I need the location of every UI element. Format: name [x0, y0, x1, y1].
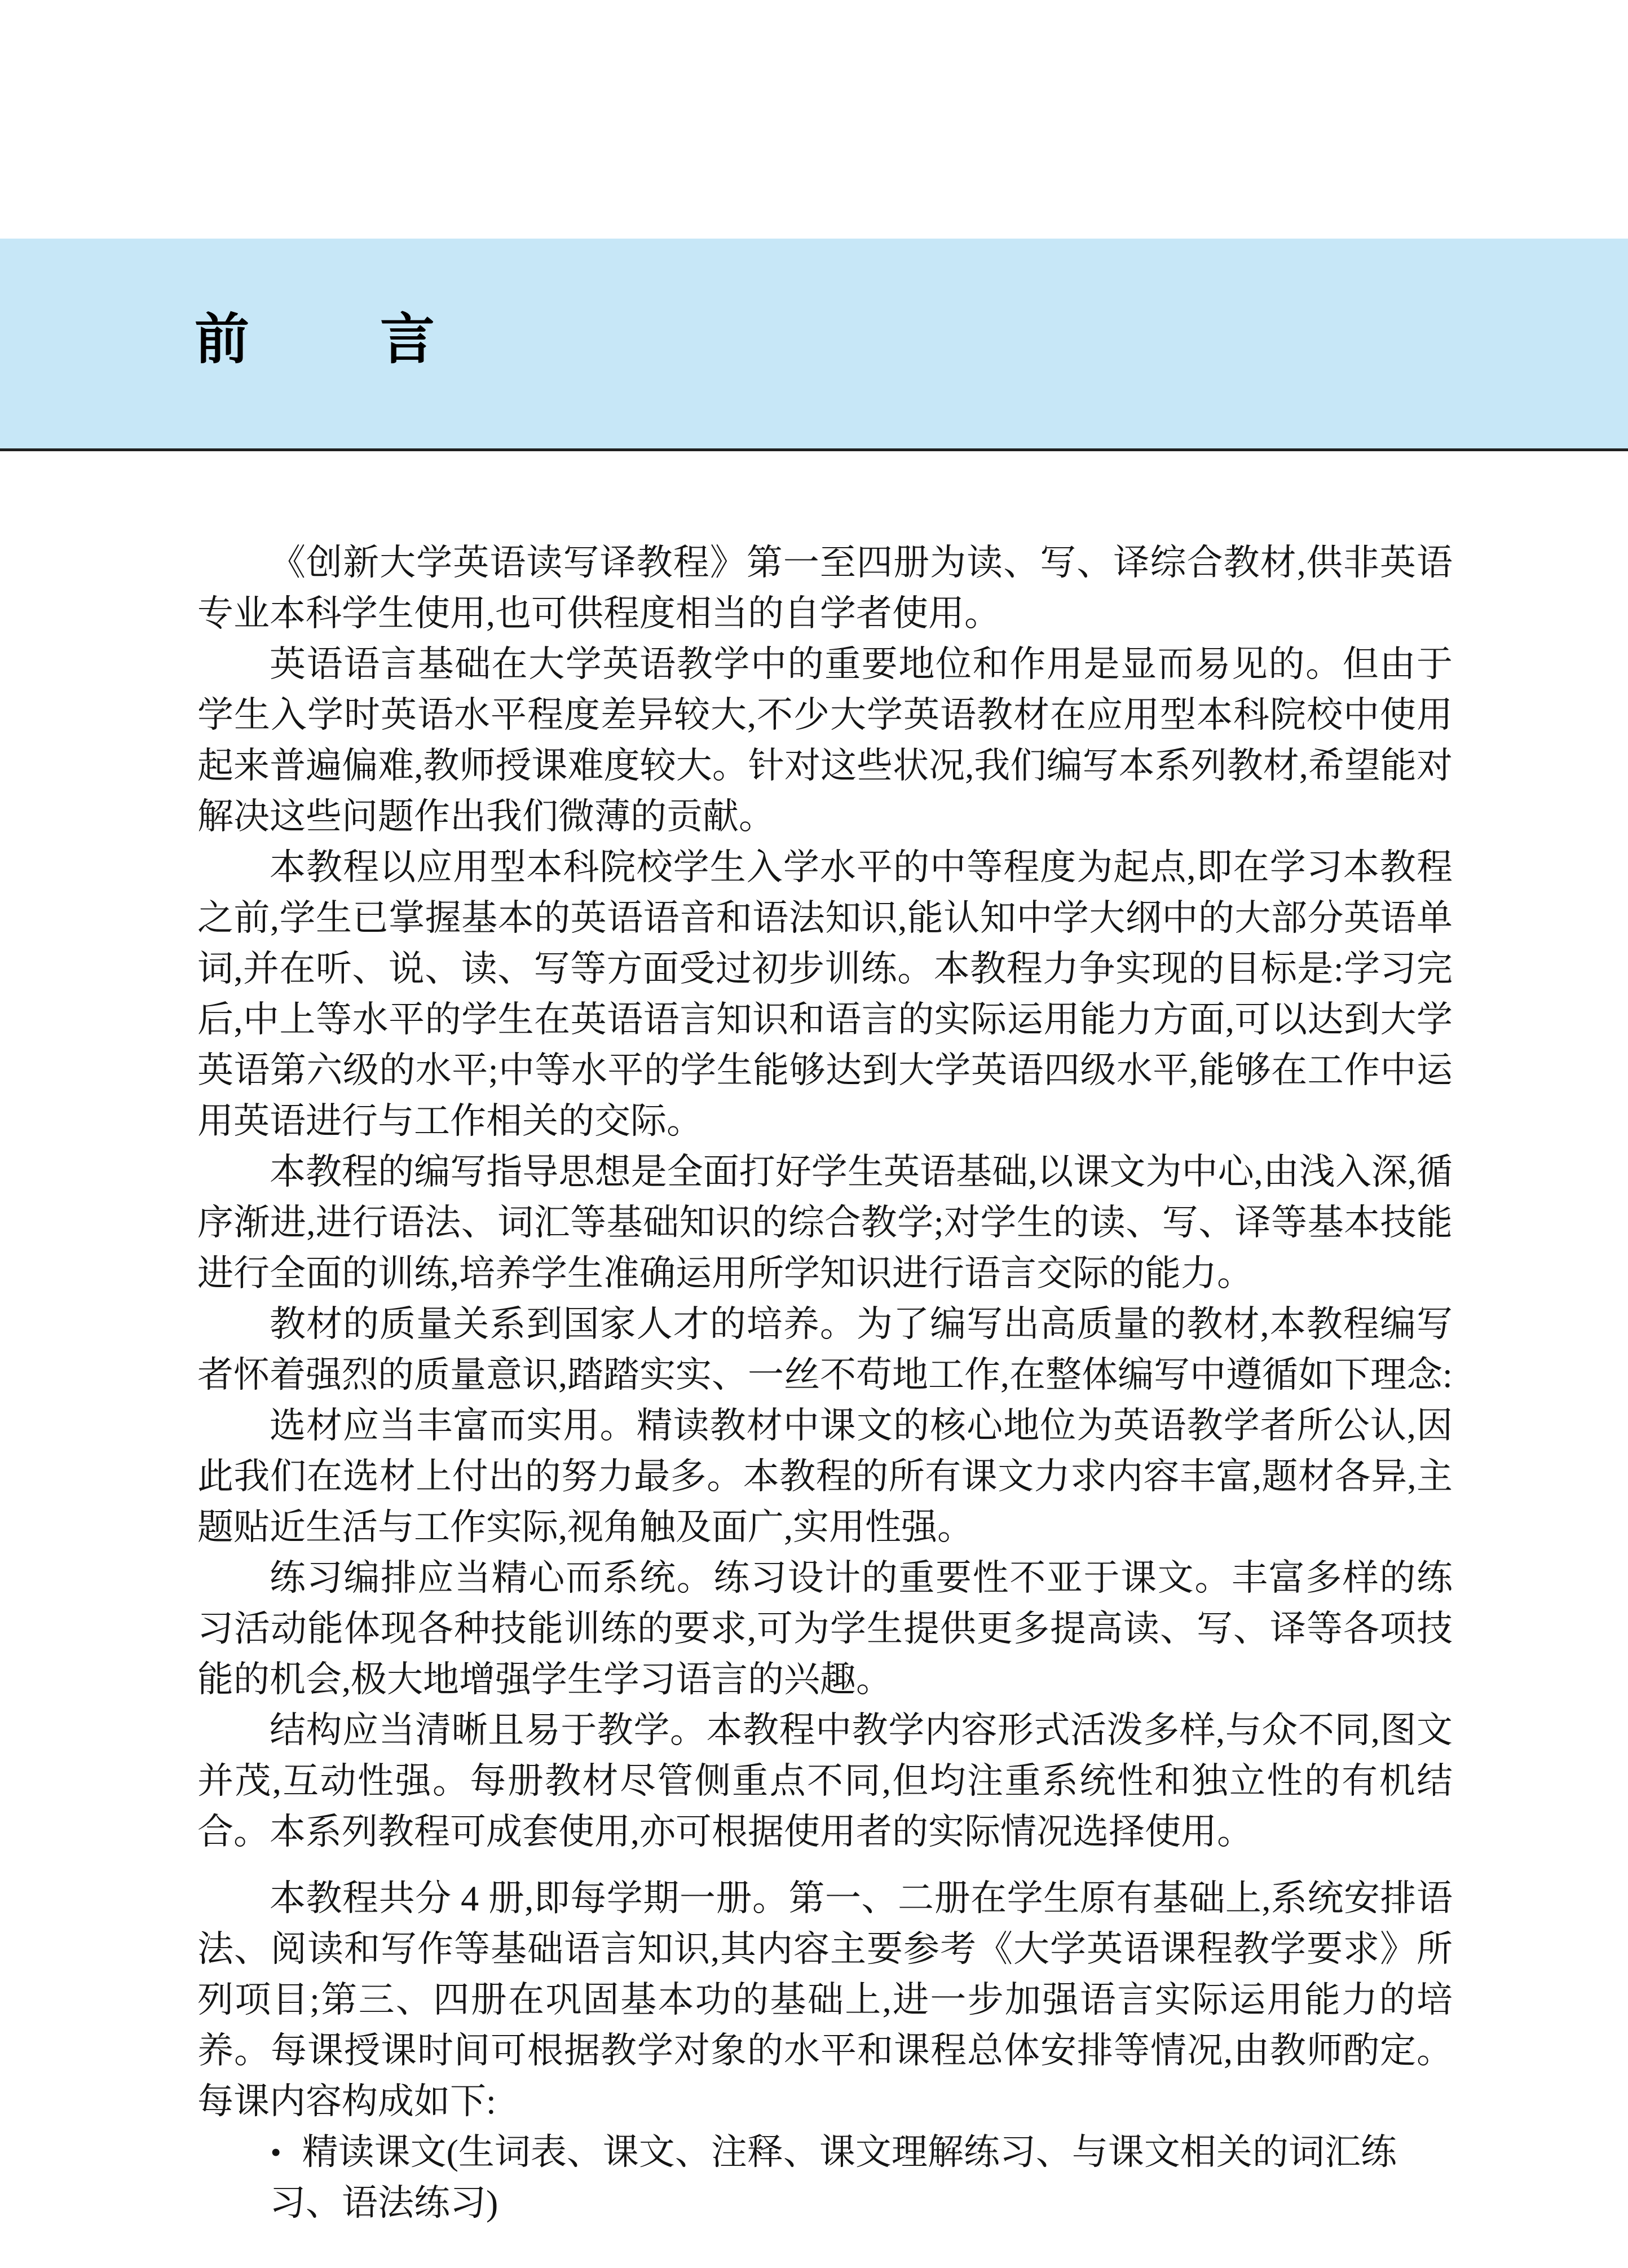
preface-paragraph: 练习编排应当精心而系统。练习设计的重要性不亚于课文。丰富多样的练习活动能体现各种技能训练的要求,可为学生提供更多提高读、写、译等各项技能的机会,极大地增强学生学习语言的兴趣。	[197, 1558, 1453, 1699]
page-title-char-2: 言	[380, 309, 435, 370]
page-title	[195, 309, 435, 370]
preface-paragraph: 《创新大学英语读写译教程》第一至四册为读、写、译综合教材,供非英语专业本科学生使用,也可供程度相当的自学者使用。	[197, 543, 1453, 633]
preface-paragraph: 英语语言基础在大学英语教学中的重要地位和作用是显而易见的。但由于学生入学时英语水平程度差异较大,不少大学英语教材在应用型本科院校中使用起来普遍偏难,教师授课难度较大。针对这些状况,我们编写本系列教材,希望能对解决这些问题作出我们微薄的贡献。	[197, 644, 1453, 836]
lesson-structure-list	[197, 2127, 1453, 2229]
preface-paragraph: 本教程共分 4 册,即每学期一册。第一、二册在学生原有基础上,系统安排语法、阅读和写作等基础语言知识,其内容主要参考《大学英语课程教学要求》所列项目;第三、四册在巩固基本功的基础上,进一步加强语言实际运用能力的培养。每课授课时间可根据教学对象的水平和课程总体安排等情况,由教师酌定。每课内容构成如下:	[197, 1878, 1453, 2121]
preface-paragraph: 选材应当丰富而实用。精读教材中课文的核心地位为英语教学者所公认,因此我们在选材上付出的努力最多。本教程的所有课文力求内容丰富,题材各异,主题贴近生活与工作实际,视角触及面广,实用性强。	[197, 1406, 1453, 1547]
preface-paragraph: 教材的质量关系到国家人才的培养。为了编写出高质量的教材,本教程编写者怀着强烈的质量意识,踏踏实实、一丝不苟地工作,在整体编写中遵循如下理念:	[197, 1304, 1453, 1395]
title-banner	[0, 239, 1628, 451]
preface-paragraph: 本教程以应用型本科院校学生入学水平的中等程度为起点,即在学习本教程之前,学生已掌握基本的英语语音和语法知识,能认知中学大纲中的大部分英语单词,并在听、说、读、写等方面受过初步训练。本教程力争实现的目标是:学习完后,中上等水平的学生在英语语言知识和语言的实际运用能力方面,可以达到大学英语第六级的水平;中等水平的学生能够达到大学英语四级水平,能够在工作中运用英语进行与工作相关的交际。	[197, 847, 1453, 1141]
list-item-text: 精读课文(生词表、课文、注释、课文理解练习、与课文相关的词汇练习、语法练习)	[270, 2132, 1397, 2223]
list-item	[197, 2127, 1453, 2229]
preface-body	[197, 538, 1453, 2229]
preface-paragraph: 本教程的编写指导思想是全面打好学生英语基础,以课文为中心,由浅入深,循序渐进,进行语法、词汇等基础知识的综合教学;对学生的读、写、译等基本技能进行全面的训练,培养学生准确运用所学知识进行语言交际的能力。	[197, 1152, 1453, 1293]
preface-paragraph: 结构应当清晰且易于教学。本教程中教学内容形式活泼多样,与众不同,图文并茂,互动性强。每册教材尽管侧重点不同,但均注重系统性和独立性的有机结合。本系列教程可成套使用,亦可根据使用者的实际情况选择使用。	[197, 1710, 1453, 1852]
bullet-icon: •	[270, 2135, 281, 2169]
page-title-char-1: 前	[195, 309, 249, 370]
